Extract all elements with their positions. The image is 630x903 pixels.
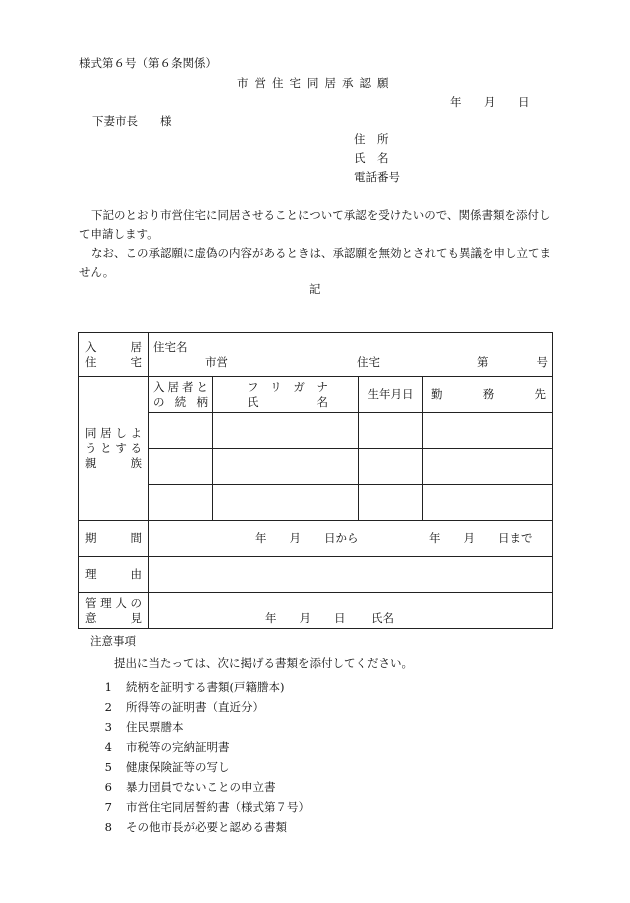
manager-value-cell[interactable] — [149, 593, 553, 629]
note-item-text: 暴力団員でないことの申立書 — [126, 780, 276, 794]
col-relation-line-2: の続柄 — [153, 394, 208, 409]
family-relation-cell[interactable] — [149, 413, 213, 449]
note-item-number: 6 — [104, 780, 112, 794]
body-paragraph-1: 下記のとおり市営住宅に同居させることについて承認を受けたいので、関係書類を添付して申請します。 — [79, 208, 551, 241]
col-workplace-text: 勤 務 先 — [431, 387, 546, 401]
family-name-cell[interactable] — [213, 485, 359, 521]
manager-name-label: 氏名 — [371, 611, 394, 625]
family-relation-cell[interactable] — [149, 485, 213, 521]
notes-intro: 提出に当たっては、次に掲げる書類を添付してください。 — [114, 656, 413, 670]
reason-label-text: 理 由 — [85, 567, 142, 581]
manager-label — [79, 593, 149, 629]
document-title: 市営住宅同居承認願 — [237, 76, 395, 90]
residence-label — [79, 333, 149, 377]
family-birthdate-cell[interactable] — [359, 413, 423, 449]
period-value-cell[interactable] — [149, 521, 553, 557]
body-paragraph-2: なお、この承認願に虚偽の内容があるときは、承認願を無効とされても異議を申し立てません。 — [79, 246, 551, 279]
applicant-phone-label: 電話番号 — [354, 170, 400, 184]
note-item-number: 1 — [104, 680, 112, 694]
family-header-row — [79, 377, 553, 413]
manager-row — [79, 593, 553, 629]
period-row — [79, 521, 553, 557]
family-relation-cell[interactable] — [149, 449, 213, 485]
note-item-text: 所得等の証明書（直近分） — [126, 700, 264, 714]
note-item-number: 3 — [104, 720, 112, 734]
note-item-number: 8 — [104, 820, 112, 834]
note-item — [90, 757, 413, 777]
note-item — [90, 817, 413, 837]
col-furigana: フ リ ガ ナ — [247, 379, 328, 394]
addressee-honorific: 様 — [160, 114, 172, 128]
family-label — [79, 377, 149, 521]
period-label-text: 期 間 — [85, 531, 142, 545]
reason-value-cell[interactable] — [149, 557, 553, 593]
col-relation-line-1: 入居者と — [153, 379, 208, 394]
note-item-number: 7 — [104, 800, 112, 814]
family-name-cell[interactable] — [213, 449, 359, 485]
application-table — [78, 332, 553, 629]
residence-label-line-2: 住 宅 — [85, 354, 142, 369]
housing-label: 住宅 — [357, 354, 380, 369]
date-day: 日 — [518, 95, 530, 109]
family-name-cell[interactable] — [213, 413, 359, 449]
manager-date: 年 月 日 — [265, 611, 346, 625]
col-name: 氏 名 — [247, 394, 328, 409]
manager-label-line-1: 管理人の — [85, 595, 142, 610]
housing-name-label: 住宅名 — [153, 339, 188, 354]
note-item-number: 4 — [104, 740, 112, 754]
notes-list — [90, 677, 413, 837]
note-item-text: 市税等の完納証明書 — [126, 740, 230, 754]
note-item-number: 2 — [104, 700, 112, 714]
number-prefix: 第 — [477, 354, 489, 369]
reason-label — [79, 557, 149, 593]
note-item — [90, 677, 413, 697]
col-workplace-header — [423, 377, 553, 413]
city-label: 市営 — [205, 354, 228, 369]
note-item-number: 5 — [104, 760, 112, 774]
family-workplace-cell[interactable] — [423, 449, 553, 485]
family-workplace-cell[interactable] — [423, 413, 553, 449]
residence-value-cell[interactable] — [149, 333, 553, 377]
note-item-text: 続柄を証明する書類(戸籍謄本) — [126, 680, 285, 694]
note-item — [90, 777, 413, 797]
note-item — [90, 717, 413, 737]
applicant-name-label: 氏 名 — [354, 151, 389, 165]
period-label — [79, 521, 149, 557]
family-label-line-2: うとする — [85, 441, 142, 455]
ki-heading: 記 — [309, 282, 321, 296]
family-birthdate-cell[interactable] — [359, 485, 423, 521]
col-birthdate-header: 生年月日 — [359, 377, 423, 413]
family-label-line-1: 同居しよ — [85, 426, 142, 440]
manager-label-line-2: 意 見 — [85, 610, 142, 625]
col-name-header — [213, 377, 359, 413]
addressee-name: 下妻市長 — [92, 114, 138, 128]
date-month: 月 — [484, 95, 496, 109]
note-item-text: 健康保険証等の写し — [126, 760, 230, 774]
note-item — [90, 697, 413, 717]
period-from: 年 月 日から — [255, 531, 359, 545]
residence-label-line-1: 入 居 — [85, 339, 142, 354]
family-label-line-3: 親 族 — [85, 456, 142, 470]
note-item-text: 住民票謄本 — [126, 720, 184, 734]
period-to: 年 月 日まで — [429, 531, 533, 545]
note-item — [90, 797, 413, 817]
note-item-text: その他市長が必要と認める書類 — [126, 820, 287, 834]
form-number: 様式第６号（第６条関係） — [79, 56, 217, 70]
date-year: 年 — [450, 95, 462, 109]
number-suffix: 号 — [536, 354, 548, 369]
family-workplace-cell[interactable] — [423, 485, 553, 521]
family-row — [79, 413, 553, 449]
notes-heading: 注意事項 — [90, 634, 136, 648]
note-item-text: 市営住宅同居誓約書（様式第７号） — [126, 800, 310, 814]
residence-row — [79, 333, 553, 377]
applicant-address-label: 住 所 — [354, 132, 389, 146]
reason-row — [79, 557, 553, 593]
notes-section — [90, 631, 413, 837]
family-row — [79, 485, 553, 521]
col-relation-header — [149, 377, 213, 413]
family-row — [79, 449, 553, 485]
note-item — [90, 737, 413, 757]
family-birthdate-cell[interactable] — [359, 449, 423, 485]
